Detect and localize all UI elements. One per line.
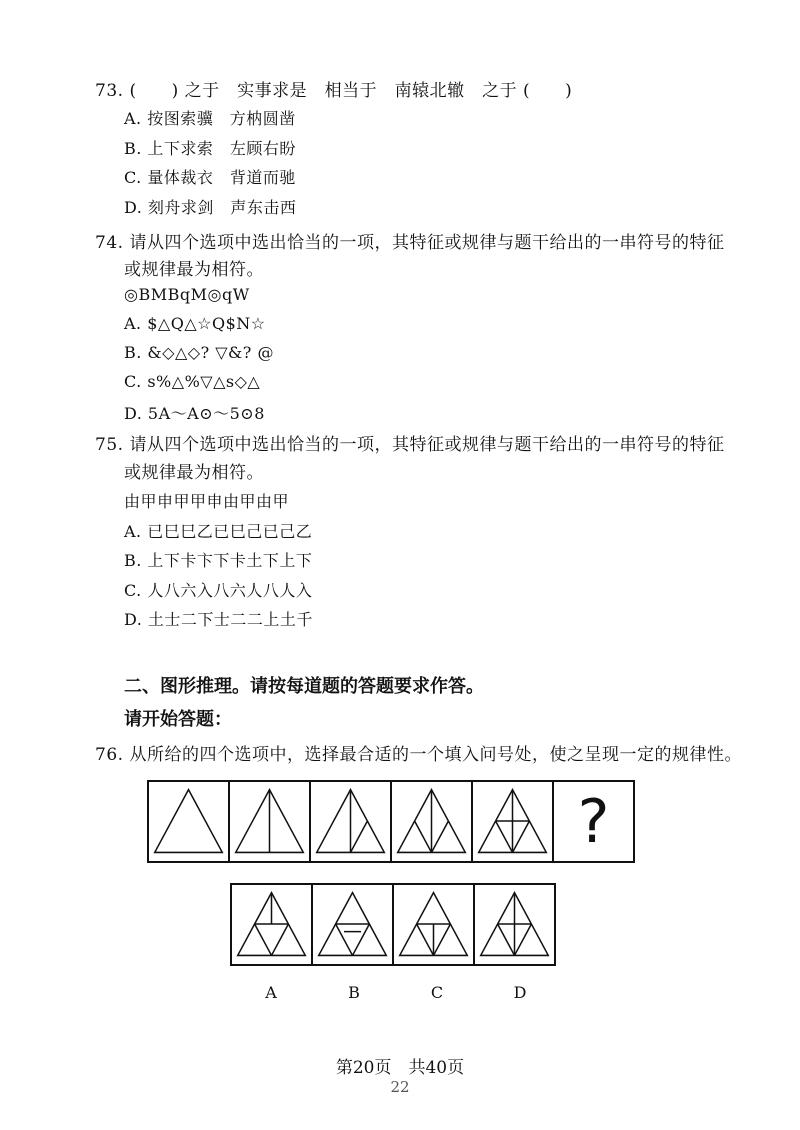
triangle-figure-3 <box>311 782 390 861</box>
option-label-b: B <box>348 983 360 1002</box>
triangle-option-b <box>313 885 392 964</box>
figure-2 <box>228 780 311 863</box>
q73-option-d: D. 刻舟求剑 声东击西 <box>124 198 297 217</box>
option-label-a: A <box>265 983 277 1002</box>
q75-option-a: A. 已巳巳乙已巳己已己乙 <box>124 522 313 541</box>
q76-stem: 76. 从所给的四个选项中，选择最合适的一个填入问号处，使之呈现一定的规律性。 <box>95 745 742 765</box>
option-label-d: D <box>513 983 527 1002</box>
figure-1 <box>147 780 230 863</box>
triangle-option-a <box>232 885 311 964</box>
answer-figure-c[interactable] <box>392 883 475 966</box>
figure-5 <box>471 780 554 863</box>
triangle-figure-5 <box>473 782 552 861</box>
q75-sequence: 由甲申甲甲申由甲由甲 <box>124 492 290 511</box>
q73-stem: 73. ( ) 之于 实事求是 相当于 南辕北辙 之于 ( ) <box>95 81 573 101</box>
q74-option-b: B. &◇△◇? ▽&? @ <box>124 343 274 362</box>
q74-stem-line2: 或规律最为相符。 <box>124 260 264 280</box>
section2-title: 二、图形推理。请按每道题的答题要求作答。 <box>124 676 484 697</box>
q75-option-c: C. 人八六入八六人八人入 <box>124 581 313 600</box>
question-mark-icon: ? <box>577 786 610 857</box>
q75-stem-line2: 或规律最为相符。 <box>124 463 264 483</box>
q73-option-c: C. 量体裁衣 背道而驰 <box>124 168 296 187</box>
q74-option-c: C. s%△%▽△s◇△ <box>124 372 261 391</box>
figure-3 <box>309 780 392 863</box>
section2-start: 请开始答题： <box>124 709 232 730</box>
q75-option-b: B. 上下卡卞下卡土下上下 <box>124 551 313 570</box>
answer-figure-d[interactable] <box>473 883 556 966</box>
triangle-figure-2 <box>230 782 309 861</box>
answer-figure-a[interactable] <box>230 883 313 966</box>
triangle-option-c <box>394 885 473 964</box>
q75-stem-line1: 75. 请从四个选项中选出恰当的一项，其特征或规律与题干给出的一串符号的特征 <box>95 435 725 455</box>
answer-figure-b[interactable] <box>311 883 394 966</box>
q75-option-d: D. 土士二下士二二上土千 <box>124 610 313 629</box>
q74-sequence: ◎BMBqM◎qW <box>124 285 250 304</box>
q76-question-figures <box>147 780 633 863</box>
figure-question <box>552 780 635 863</box>
q73-option-a: A. 按图索骥 方枘圆凿 <box>124 109 296 128</box>
option-label-c: C <box>430 983 444 1002</box>
q76-answer-figures <box>230 883 554 966</box>
figure-4 <box>390 780 473 863</box>
triangle-figure-4 <box>392 782 471 861</box>
q74-stem-line1: 74. 请从四个选项中选出恰当的一项，其特征或规律与题干给出的一串符号的特征 <box>95 233 725 253</box>
q74-option-d: D. 5A～A⊙～5⊙8 <box>124 404 265 423</box>
page-footer: 第20页 共40页 <box>335 1058 465 1078</box>
q74-option-a: A. $△Q△☆Q$N☆ <box>124 314 266 333</box>
q73-option-b: B. 上下求索 左顾右盼 <box>124 139 296 158</box>
triangle-figure-1 <box>149 782 228 861</box>
page-number: 22 <box>390 1078 410 1096</box>
triangle-option-d <box>475 885 554 964</box>
